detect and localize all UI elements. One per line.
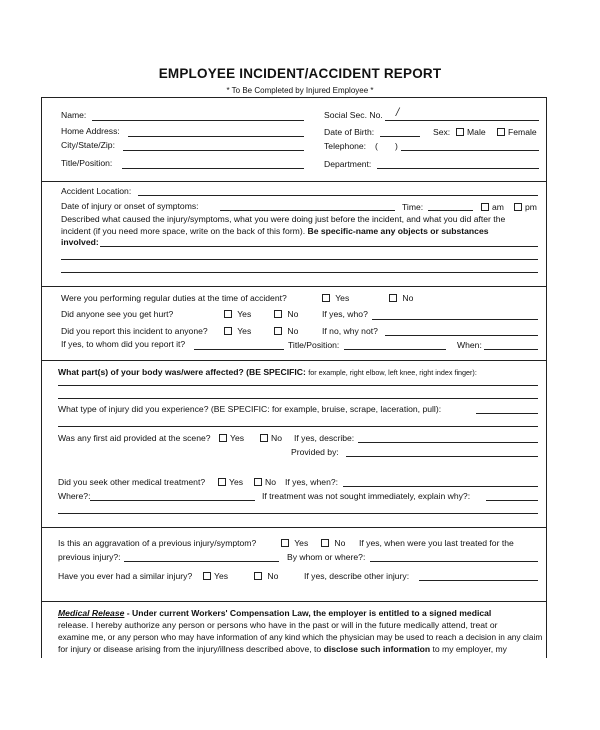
section-divider-6 — [41, 601, 547, 602]
ssn-label: Social Sec. No. — [324, 110, 383, 120]
treated-by-field[interactable] — [370, 561, 538, 562]
title-position-label: Title/Position: — [61, 158, 113, 168]
regular-duties-question: Were you performing regular duties at the time of accident? — [61, 293, 287, 303]
medical-treatment-no-checkbox[interactable] — [254, 478, 262, 486]
regular-duties-no-checkbox[interactable] — [389, 294, 397, 302]
medical-treatment-no[interactable] — [254, 477, 276, 487]
section-divider-4 — [41, 360, 547, 361]
first-aid-question: Was any first aid provided at the scene? — [58, 433, 211, 443]
similar-injury-describe-field[interactable] — [419, 580, 538, 581]
form-subtitle: * To Be Completed by Injured Employee * — [226, 86, 374, 95]
witness-no-checkbox[interactable] — [274, 310, 282, 318]
medical-treatment-when-label: If yes, when?: — [285, 477, 339, 487]
body-part-question — [58, 367, 477, 378]
medical-release-line-3: examine me, or any person who may have information of any kind which the physician may be used to reach a decision in any claim — [58, 632, 543, 642]
injury-date-label: Date of injury or onset of symptoms: — [61, 201, 199, 211]
medical-treatment-where-label: Where?: — [58, 491, 91, 501]
section-divider-3 — [41, 286, 547, 287]
department-field[interactable] — [377, 168, 539, 169]
no-label: No — [334, 538, 346, 548]
sex-male-option[interactable] — [456, 127, 486, 137]
medical-treatment-yes[interactable] — [218, 477, 243, 487]
name-field[interactable] — [92, 120, 304, 121]
medical-treatment-yes-checkbox[interactable] — [218, 478, 226, 486]
aggravation-yes-checkbox[interactable] — [281, 539, 289, 547]
ssn-field[interactable] — [385, 120, 539, 121]
medical-release-line-1 — [58, 608, 491, 618]
form-title: EMPLOYEE INCIDENT/ACCIDENT REPORT — [158, 66, 442, 81]
female-checkbox[interactable] — [497, 128, 505, 136]
home-address-field[interactable] — [128, 136, 304, 137]
regular-duties-no[interactable] — [389, 293, 413, 303]
city-field[interactable] — [123, 150, 304, 151]
no-label: No — [402, 293, 414, 303]
no-label: No — [271, 433, 282, 443]
ssn-handwritten-mark: / — [396, 107, 400, 118]
similar-injury-no-checkbox[interactable] — [254, 572, 262, 580]
similar-injury-question: Have you ever had a similar injury? — [58, 571, 193, 581]
medical-treatment-where-field[interactable] — [90, 500, 255, 501]
aggravation-no[interactable] — [321, 538, 345, 548]
body-part-bold: What part(s) of your body was/were affected? — [58, 367, 244, 377]
medical-treatment-when-field[interactable] — [343, 486, 538, 487]
pm-checkbox[interactable] — [514, 203, 522, 211]
no-label: No — [287, 326, 299, 336]
similar-injury-yes[interactable] — [203, 571, 228, 581]
section-divider-2 — [41, 181, 547, 182]
female-label: Female — [508, 127, 537, 137]
first-aid-no-checkbox[interactable] — [260, 434, 268, 442]
medical-release-line-2: release. I hereby authorize any person or persons who have in the past or will in the future medically attend, treat or — [58, 620, 498, 630]
previous-injury-label: previous injury?: — [58, 552, 121, 562]
reported-why-not-label: If no, why not? — [322, 326, 378, 336]
medical-release-line-4c: to my employer, my — [432, 644, 507, 654]
yes-label: Yes — [230, 433, 245, 443]
reported-to-field[interactable] — [194, 349, 284, 350]
reported-yes[interactable] — [224, 326, 251, 336]
accident-location-field[interactable] — [138, 195, 538, 196]
section-divider-5 — [41, 527, 547, 528]
no-label: No — [265, 477, 276, 487]
telephone-label: Telephone: — [324, 141, 367, 151]
medical-treatment-question: Did you seek other medical treatment? — [58, 477, 206, 487]
medical-release-intro: - Under current Workers' Compensation Law, the employer is entitled to a signed medical — [124, 608, 492, 618]
first-aid-describe-field[interactable] — [358, 442, 538, 443]
reported-question: Did you report this incident to anyone? — [61, 326, 208, 336]
yes-label: Yes — [214, 571, 229, 581]
yes-label: Yes — [237, 326, 252, 336]
body-part-field-2[interactable] — [58, 398, 538, 399]
body-part-field-1[interactable] — [58, 385, 538, 386]
treatment-explain-label: If treatment was not sought immediately, explain why?: — [262, 491, 471, 501]
reported-no[interactable] — [274, 326, 298, 336]
pm-option[interactable] — [514, 202, 537, 212]
witness-who-label: If yes, who? — [322, 309, 368, 319]
no-label: No — [287, 309, 299, 319]
dob-field[interactable] — [380, 136, 420, 137]
medical-release-heading: Medical Release — [58, 608, 125, 618]
accident-location-label: Accident Location: — [61, 186, 132, 196]
regular-duties-yes-checkbox[interactable] — [322, 294, 330, 302]
reported-why-not-field[interactable] — [385, 335, 538, 336]
name-label: Name: — [61, 110, 87, 120]
reported-title-field[interactable] — [344, 349, 446, 350]
aggravation-yes[interactable] — [281, 538, 308, 548]
treatment-explain-field-1[interactable] — [486, 500, 538, 501]
medical-release-line-4a: for injury or disease arising from the injury/illness described above, to — [58, 644, 322, 654]
reported-when-label: When: — [457, 340, 482, 350]
yes-label: Yes — [335, 293, 350, 303]
male-label: Male — [467, 127, 486, 137]
yes-label: Yes — [229, 477, 244, 487]
sex-label: Sex: — [433, 127, 451, 137]
tel-close-paren: ) — [395, 141, 398, 151]
dob-label: Date of Birth: — [324, 127, 375, 137]
aggravation-no-checkbox[interactable] — [321, 539, 329, 547]
witness-no[interactable] — [274, 309, 298, 319]
aggravation-when-label: If yes, when were you last treated for the — [359, 538, 514, 548]
reported-when-field[interactable] — [484, 349, 538, 350]
am-checkbox[interactable] — [481, 203, 489, 211]
similar-injury-yes-checkbox[interactable] — [203, 572, 211, 580]
telephone-field[interactable] — [401, 150, 539, 151]
injury-type-text: What type of injury did you experience? — [58, 404, 209, 414]
aggravation-question: Is this an aggravation of a previous injury/symptom? — [58, 538, 257, 548]
yes-label: Yes — [237, 309, 252, 319]
first-aid-provided-label: Provided by: — [291, 447, 339, 457]
injury-type-example: for example, bruise, scrape, laceration, pull): — [272, 404, 442, 414]
first-aid-yes[interactable] — [219, 433, 244, 443]
injury-type-field-2[interactable] — [58, 426, 538, 427]
tel-open-paren: ( — [375, 141, 378, 151]
time-field[interactable] — [428, 210, 473, 211]
describe-instructions-1: Described what caused the injury/symptoms, what you were doing just before the incident, and what you did after the — [61, 214, 506, 224]
reported-no-checkbox[interactable] — [274, 327, 282, 335]
treated-by-label: By whom or where?: — [287, 552, 366, 562]
treatment-explain-field-2[interactable] — [58, 513, 538, 514]
describe-instructions-2a: incident (if you need more space, write on the back of this form). — [61, 226, 306, 236]
first-aid-provided-field[interactable] — [346, 456, 538, 457]
injury-type-field-1[interactable] — [476, 413, 538, 414]
witness-yes[interactable] — [224, 309, 251, 319]
no-label: No — [267, 571, 279, 581]
regular-duties-yes[interactable] — [322, 293, 349, 303]
pm-label: pm — [525, 202, 537, 212]
title-position-field[interactable] — [122, 168, 304, 169]
body-part-specific: (BE SPECIFIC: — [246, 367, 306, 377]
describe-instructions-2 — [61, 226, 489, 236]
describe-field-3[interactable] — [61, 272, 538, 273]
first-aid-yes-checkbox[interactable] — [219, 434, 227, 442]
sex-female-option[interactable] — [497, 127, 537, 137]
male-checkbox[interactable] — [456, 128, 464, 136]
department-label: Department: — [324, 159, 372, 169]
medical-release-line-4 — [58, 644, 507, 654]
reported-to-label: If yes, to whom did you report it? — [61, 339, 186, 349]
describe-field-1[interactable] — [100, 246, 538, 247]
injury-type-specific: (BE SPECIFIC: — [210, 404, 270, 414]
time-label: Time: — [402, 202, 424, 212]
reported-title-label: Title/Position: — [288, 340, 340, 350]
body-part-example: for example, right elbow, left knee, right index finger): — [308, 368, 477, 377]
first-aid-no[interactable] — [260, 433, 282, 443]
injury-date-field[interactable] — [220, 210, 395, 211]
reported-yes-checkbox[interactable] — [224, 327, 232, 335]
describe-field-2[interactable] — [61, 259, 538, 260]
witness-question: Did anyone see you get hurt? — [61, 309, 174, 319]
injury-type-question — [58, 404, 441, 414]
home-address-label: Home Address: — [61, 126, 120, 136]
describe-instructions-2b: Be specific-name any objects or substances — [307, 226, 489, 236]
medical-release-disclose: disclose such information — [323, 644, 431, 654]
first-aid-describe-label: If yes, describe: — [294, 433, 355, 443]
am-option[interactable] — [481, 202, 504, 212]
yes-label: Yes — [294, 538, 309, 548]
describe-involved-label: involved: — [61, 237, 99, 247]
witness-who-field[interactable] — [372, 319, 538, 320]
similar-injury-no[interactable] — [254, 571, 278, 581]
city-label: City/State/Zip: — [61, 140, 115, 150]
witness-yes-checkbox[interactable] — [224, 310, 232, 318]
previous-injury-field[interactable] — [124, 561, 279, 562]
am-label: am — [492, 202, 504, 212]
similar-injury-describe-label: If yes, describe other injury: — [304, 571, 410, 581]
